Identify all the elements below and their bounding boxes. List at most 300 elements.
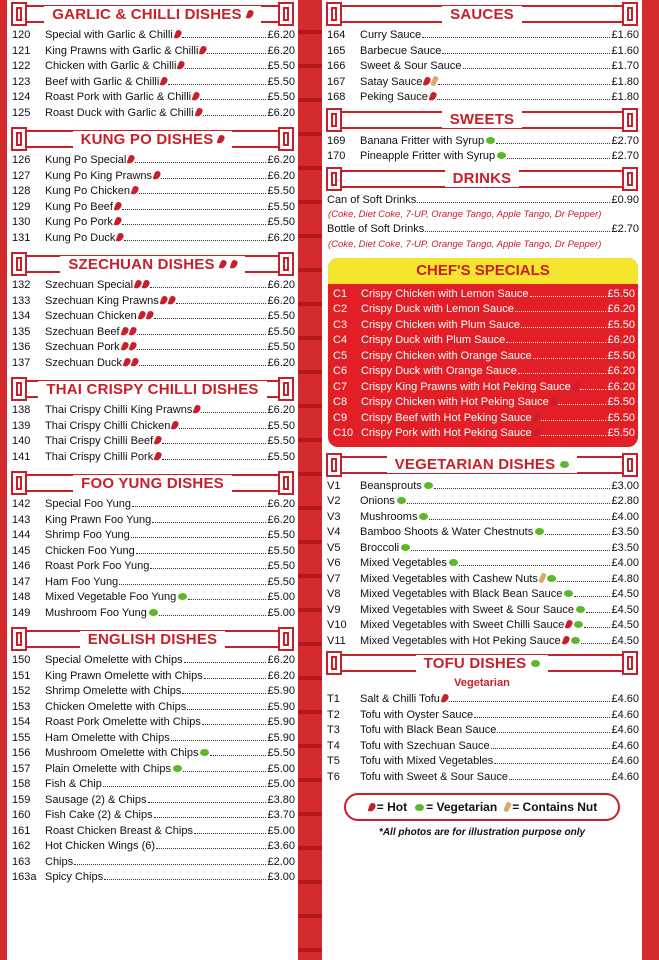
item-name: Spicy Chips [45,871,104,883]
item-number: T4 [327,739,340,752]
item-number: T6 [327,770,340,783]
item-number: V7 [327,572,341,585]
section-header [11,2,294,26]
item-name: Crispy Duck with Orange Sauce [361,365,517,377]
sauces-section [322,2,642,106]
menu-section [7,627,298,886]
chili-icon [153,170,162,181]
item-price: £5.50 [607,349,635,362]
chili-icon [154,435,163,446]
item-name: Ham Omelette with Chips [45,731,170,744]
item-number: V6 [327,557,341,569]
leaf-icon [547,575,556,582]
menu-item [7,715,298,731]
item-number: 124 [12,91,31,103]
item-price: £4.60 [611,724,639,736]
item-price: £3.50 [611,541,639,554]
menu-section [7,377,298,465]
menu-item [328,380,638,396]
chili-icon [154,451,163,462]
menu-item [322,525,642,541]
item-name: Szechuan Chicken [45,309,153,325]
item-number: C9 [333,411,348,424]
chili-icon [134,279,143,290]
item-name: Szechuan King Prawns [45,294,175,310]
item-name: King Prawns with Garlic & Chilli [45,44,206,60]
item-number: 164 [327,29,346,41]
item-price: £5.90 [267,731,295,744]
item-price: £2.70 [611,134,639,147]
section-header [11,377,294,401]
item-price: £5.50 [267,185,295,197]
item-number: 163a [12,871,37,883]
item-name: Mixed Vegetables with Hot Peking Sauce [360,634,580,650]
item-price: £1.70 [611,60,639,72]
menu-item [328,426,638,442]
item-price: £2.70 [611,150,639,162]
legend-hot: = Hot [367,800,407,814]
drinks-header [326,167,638,191]
chili-icon [116,232,125,243]
item-price: £3.60 [267,840,295,852]
item-name: Sweet & Sour Sauce [360,60,462,72]
item-name: Mixed Vegetable Foo Yung [45,590,187,606]
chili-icon [145,310,154,321]
section-title: VEGETARIAN DISHES [387,456,578,473]
item-name: Thai Crispy Chilli Pork [45,450,161,466]
item-name: Thai Crispy Chilli King Prawns [45,403,200,419]
leaf-icon [531,660,540,667]
item-number: 159 [12,793,31,806]
menu-item [322,692,642,708]
chili-icon [128,326,137,337]
menu-item [322,603,642,619]
legend-veg: = Vegetarian [413,800,497,814]
item-price: £2.00 [267,855,295,868]
section-title: THAI CRISPY CHILLI DISHES [38,381,266,398]
chili-icon [194,107,203,118]
item-number: 147 [12,575,31,588]
item-price: £5.50 [267,91,295,103]
leaf-icon [497,152,506,159]
item-number: 139 [12,419,31,432]
chili-icon [114,201,123,212]
chili-icon [160,76,169,87]
item-price: £5.50 [267,216,295,228]
menu-item [7,544,298,560]
menu-item [7,434,298,450]
leaf-icon [535,528,544,535]
section-header [11,252,294,276]
chili-icon [429,91,438,102]
menu-item: Can of Soft Drinks £0.90 [327,193,639,206]
drink-note: (Coke, Diet Coke, 7-UP, Orange Tango, Apple Tango, Dr Pepper) [328,209,602,220]
item-number: 133 [12,294,31,307]
item-name: Mixed Vegetables with Black Bean Sauce [360,587,573,603]
item-name: Kung Po King Prawns [45,169,160,185]
item-name: Bamboo Shoots & Water Chestnuts [360,525,544,541]
item-name: Roast Duck with Garlic & Chilli [45,106,202,122]
sweets-section [322,108,642,165]
menu-item [7,215,298,231]
section-title: FOO YUNG DISHES [73,475,232,492]
section-header [11,127,294,151]
section-title: ENGLISH DISHES [80,631,226,648]
item-number: 142 [12,498,31,510]
item-name: Hot Chicken Wings (6) [45,840,156,852]
leaf-icon [564,590,573,597]
item-name: Szechuan Duck [45,356,138,372]
item-price: £5.50 [267,341,295,353]
item-price: £5.50 [607,287,635,300]
item-number: 148 [12,591,31,603]
item-number: 126 [12,154,31,166]
menu-item [322,90,642,106]
leaf-icon [574,621,583,628]
item-price: £3.00 [611,479,639,492]
menu-item [7,731,298,747]
menu-item [322,75,642,91]
item-number: 157 [12,762,31,775]
menu-item [7,793,298,809]
item-price: £3.50 [611,526,639,538]
item-price: £5.50 [267,560,295,572]
item-name: Shrimp Omelette with Chips [45,685,182,697]
section-title: SZECHUAN DISHES [60,256,244,273]
item-name: Broccoli [360,541,410,557]
item-price: £6.20 [267,154,295,166]
item-name: Chicken Omelette with Chips [45,700,187,713]
chili-icon [131,357,140,368]
item-number: 145 [12,544,31,557]
item-name: King Prawn Foo Yung [45,513,152,526]
menu-item [328,287,638,303]
item-price: £6.20 [267,669,295,682]
item-number: 128 [12,185,31,197]
item-name: King Prawn Omelette with Chips [45,669,203,682]
chili-icon [192,91,201,102]
item-price: £5.50 [607,318,635,331]
item-name: Thai Crispy Chilli Chicken [45,419,178,435]
menu-item [7,870,298,886]
menu-item [7,762,298,778]
item-name: Kung Po Chicken [45,184,138,200]
chili-icon [217,134,226,145]
menu-item [7,325,298,341]
item-price: £6.20 [267,29,295,41]
item-number: 156 [12,747,31,759]
item-number: 161 [12,824,31,837]
item-price: £5.50 [267,75,295,88]
menu-item [328,364,638,380]
item-name: Mushroom Omelette with Chips [45,746,209,762]
legend [344,793,620,821]
menu-item [322,754,642,770]
item-name: Roast Chicken Breast & Chips [45,824,193,837]
item-price: £5.50 [267,419,295,432]
item-price: £4.00 [611,557,639,569]
item-price: £5.90 [267,700,295,713]
chili-icon [173,29,182,40]
item-number: 144 [12,529,31,541]
menu-item [7,839,298,855]
item-price: £3.70 [267,809,295,821]
item-name: Beansprouts [360,479,433,495]
chili-icon [159,295,168,306]
item-number: 146 [12,560,31,572]
item-price: £5.50 [607,396,635,408]
menu-item [322,510,642,526]
item-name: Barbecue Sauce [360,44,442,57]
menu-item [322,587,642,603]
section-header [11,627,294,651]
menu-section [7,2,298,121]
item-name: Mixed Vegetables [360,556,458,572]
item-number: 134 [12,310,31,322]
menu-item [322,149,642,165]
item-name: Chips [45,855,74,868]
item-number: 137 [12,356,31,369]
section-header [326,2,638,26]
menu-item [322,708,642,724]
item-name: Mixed Vegetables with Cashew Nuts [360,572,556,588]
section-title: TOFU DISHES [416,655,549,672]
menu-item [322,541,642,557]
menu-item [7,559,298,575]
item-number: 140 [12,435,31,447]
item-name: Crispy Chicken with Orange Sauce [361,349,532,362]
item-name: Kung Po Special [45,153,134,169]
section-title: GARLIC & CHILLI DISHES [44,6,260,23]
section-header [326,651,638,675]
menu-item [7,497,298,513]
menu-item: Bottle of Soft Drinks £2.70 [327,223,639,235]
menu-item [322,556,642,572]
item-price: £4.60 [611,739,639,752]
item-number: C6 [333,365,348,377]
menu-item [7,669,298,685]
item-number: V9 [327,603,341,616]
item-number: 143 [12,513,31,526]
item-name: Crispy Chicken with Plum Sauce [361,318,520,331]
chili-icon [120,341,129,352]
item-price: £5.50 [267,575,295,588]
menu-item [322,634,642,650]
menu-item [7,75,298,91]
item-price: £6.20 [267,654,295,666]
right-column [322,0,642,960]
item-name: Szechuan Special [45,278,149,294]
section-header [326,453,638,477]
leaf-icon [424,482,433,489]
item-price: £5.50 [267,529,295,541]
item-price: £5.00 [267,778,295,790]
leaf-icon [415,804,424,811]
menu-item [322,44,642,60]
item-name: Crispy Chicken with Hot Peking Sauce [361,395,557,411]
item-number: V11 [327,634,346,647]
chili-icon [549,396,558,407]
item-price: £6.20 [607,365,635,377]
menu-section [7,471,298,621]
menu-item [7,528,298,544]
menu-item [7,294,298,310]
menu-item [322,572,642,588]
item-number: 122 [12,60,31,72]
item-price: £1.80 [611,75,639,88]
item-name: Salt & Chilli Tofu [360,692,448,708]
item-price: £5.50 [267,450,295,463]
item-number: 121 [12,44,31,57]
item-number: 120 [12,29,31,41]
item-number: C8 [333,396,348,408]
item-price: £6.20 [607,334,635,346]
item-price: £6.20 [267,231,295,244]
item-name: Fish Cake (2) & Chips [45,809,153,821]
item-price: £5.00 [267,824,295,837]
item-number: 165 [327,44,346,57]
item-price: £6.20 [267,356,295,369]
item-price: £5.50 [607,411,635,424]
item-number: 123 [12,75,31,88]
item-number: 135 [12,325,31,338]
menu-item [7,403,298,419]
chili-icon [245,9,254,20]
item-price: £4.60 [611,755,639,767]
section-header [11,471,294,495]
item-name: Kung Po Duck [45,231,123,247]
item-price: £1.80 [611,91,639,103]
item-name: Chicken with Garlic & Chilli [45,59,184,75]
item-price: £5.50 [267,310,295,322]
item-name: Crispy Duck with Lemon Sauce [361,303,514,315]
menu-item [7,309,298,325]
menu-item [322,739,642,755]
item-price: £4.60 [611,693,639,705]
menu-item [7,653,298,669]
leaf-icon [571,637,580,644]
item-price: £6.20 [607,303,635,315]
footnote: *All photos are for illustration purpose only [378,827,586,838]
item-name: Special Omelette with Chips [45,654,183,666]
menu-item [322,134,642,150]
item-price: £5.00 [267,591,295,603]
section-title: SAUCES [442,6,522,23]
item-name: Special Foo Yung [45,498,132,510]
item-number: C4 [333,334,348,346]
menu-item [322,770,642,786]
chili-icon [171,420,180,431]
item-number: 169 [327,134,346,147]
item-name: Sausage (2) & Chips [45,793,147,806]
item-price: £5.50 [267,544,295,557]
leaf-icon [173,765,182,772]
item-name: Tofu with Oyster Sauce [360,708,474,721]
menu-item [7,90,298,106]
chili-icon [218,259,227,270]
item-number: V3 [327,510,341,523]
item-price: £5.00 [267,606,295,619]
item-number: 138 [12,404,31,416]
section-subtitle: Vegetarian [454,677,510,689]
item-number: V1 [327,479,341,492]
menu-item [7,278,298,294]
item-number: 158 [12,778,31,790]
item-name: Onions [360,494,406,510]
item-price: £5.50 [267,325,295,338]
item-number: C2 [333,303,348,315]
item-number: T1 [327,693,340,705]
leaf-icon [397,497,406,504]
item-name: Plain Omelette with Chips [45,762,182,778]
menu-item [7,777,298,793]
item-price: £6.20 [607,380,635,393]
item-name: Banana Fritter with Syrup [360,134,495,150]
menu-item [7,153,298,169]
center-border [298,0,322,960]
item-price: £5.90 [267,685,295,697]
item-price: £4.50 [611,619,639,631]
item-number: 166 [327,60,346,72]
item-name: Roast Pork with Garlic & Chilli [45,90,199,106]
item-price: £2.80 [611,495,639,507]
item-price: £4.60 [611,708,639,721]
leaf-icon [560,461,569,468]
item-price: £6.20 [267,498,295,510]
chili-icon [532,427,541,438]
menu-item [7,356,298,372]
item-price: £6.20 [267,106,295,119]
menu-item [328,395,638,411]
item-number: 150 [12,654,31,666]
menu-item [7,184,298,200]
menu-item [322,28,642,44]
chili-icon [532,412,541,423]
item-price: £4.50 [611,603,639,616]
menu-item [328,349,638,365]
item-name: Mushrooms [360,510,428,526]
chili-icon [367,802,376,813]
chili-icon [137,310,146,321]
chefs-specials-panel [328,258,638,447]
menu-item [322,618,642,634]
item-number: C7 [333,380,348,393]
menu-item [7,606,298,622]
item-name: Crispy King Prawns with Hot Peking Sauce [361,380,579,396]
legend-nut: = Contains Nut [503,800,597,814]
item-number: 131 [12,231,31,244]
chefs-specials-title: CHEF'S SPECIALS [328,258,638,284]
section-title: DRINKS [445,170,520,187]
item-price: £4.80 [611,572,639,585]
item-number: C1 [333,287,348,300]
item-number: V4 [327,526,341,538]
menu-item [328,411,638,427]
left-border [0,0,7,960]
chili-icon [193,404,202,415]
item-number: 151 [12,669,31,682]
item-price: £3.00 [267,871,295,883]
item-number: 163 [12,855,31,868]
item-number: T2 [327,708,340,721]
chili-icon [565,619,574,630]
item-name: Pineapple Fritter with Syrup [360,149,506,165]
item-number: 167 [327,75,346,88]
item-name: Roast Pork Foo Yung [45,560,150,572]
leaf-icon [486,137,495,144]
menu-item [322,479,642,495]
item-price: £5.50 [267,747,295,759]
